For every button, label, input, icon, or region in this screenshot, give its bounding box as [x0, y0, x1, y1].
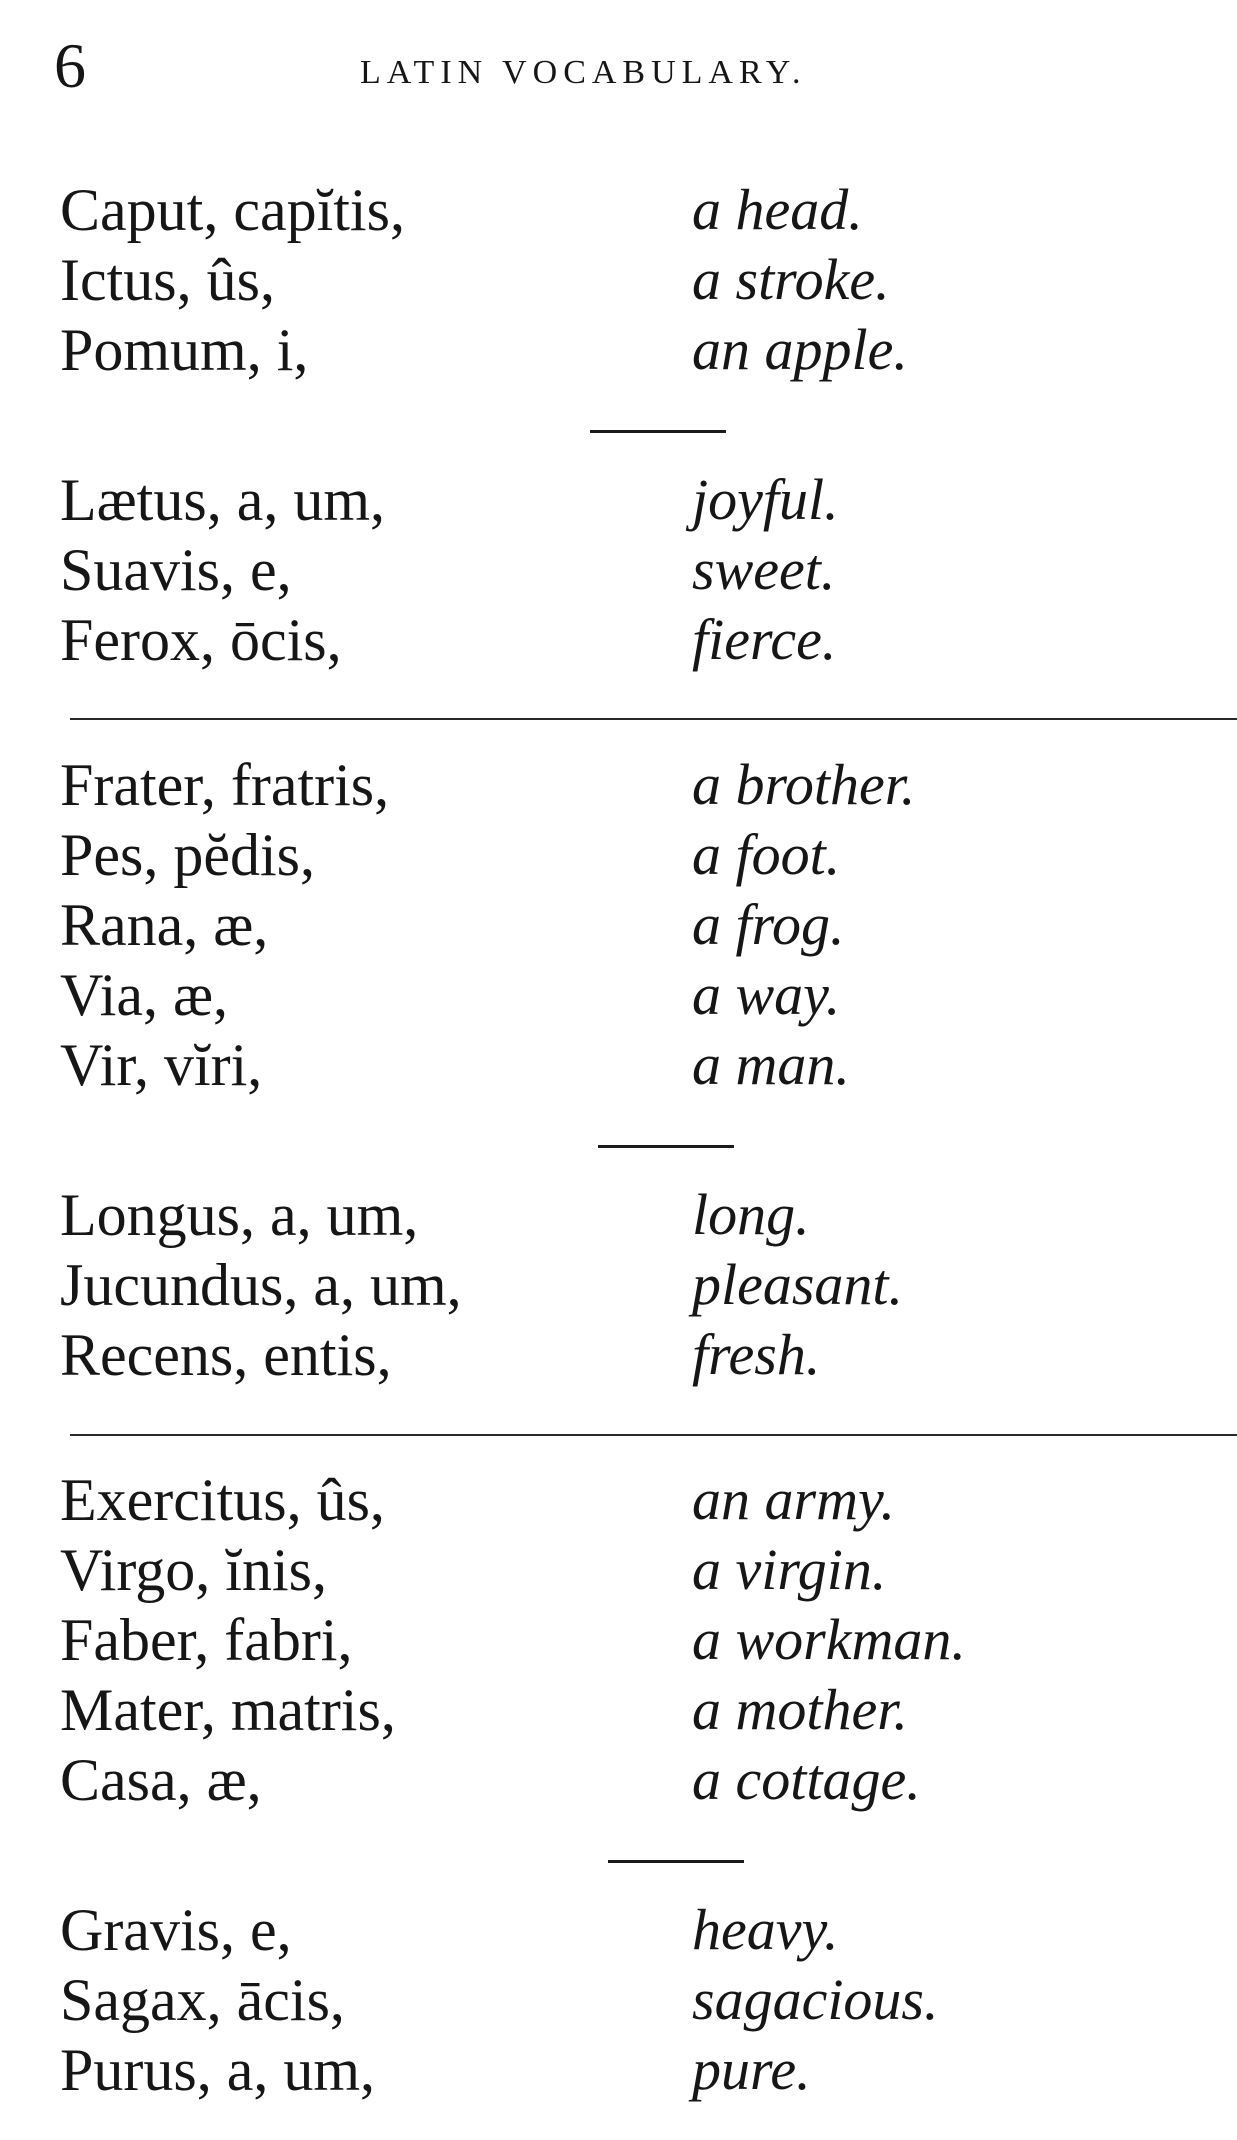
vocab-entry	[0, 960, 1237, 1030]
vocab-entry	[0, 1605, 1237, 1675]
vocab-entry	[0, 605, 1237, 675]
vocab-entry	[0, 1895, 1237, 1965]
latin-word: Purus, a, um,	[60, 2037, 375, 2103]
latin-word: Casa, æ,	[60, 1747, 262, 1813]
vocab-entry	[0, 315, 1237, 385]
latin-word: Jucundus, a, um,	[60, 1252, 462, 1318]
short-divider	[598, 1145, 734, 1148]
vocab-entry	[0, 1465, 1237, 1535]
latin-word: Recens, entis,	[60, 1322, 392, 1388]
vocab-entry	[0, 465, 1237, 535]
english-meaning: a head.	[692, 177, 863, 242]
vocab-entry	[0, 1250, 1237, 1320]
latin-word: Via, æ,	[60, 962, 229, 1028]
english-meaning: sagacious.	[692, 1967, 939, 2032]
short-divider	[608, 1860, 744, 1863]
vocab-entry	[0, 2035, 1237, 2105]
running-head: LATIN VOCABULARY.	[360, 54, 807, 91]
english-meaning: a stroke.	[692, 247, 890, 312]
english-meaning: sweet.	[692, 537, 836, 602]
latin-word: Gravis, e,	[60, 1897, 292, 1963]
latin-word: Caput, capĭtis,	[60, 177, 405, 243]
english-meaning: a way.	[692, 962, 841, 1027]
short-divider	[590, 430, 726, 433]
latin-word: Pes, pĕdis,	[60, 822, 315, 888]
vocab-entry	[0, 890, 1237, 960]
vocab-entry	[0, 535, 1237, 605]
vocab-entry	[0, 820, 1237, 890]
english-meaning: a frog.	[692, 892, 845, 957]
english-meaning: a mother.	[692, 1677, 908, 1742]
latin-word: Rana, æ,	[60, 892, 269, 958]
english-meaning: a cottage.	[692, 1747, 921, 1812]
english-meaning: fresh.	[692, 1322, 821, 1387]
english-meaning: a workman.	[692, 1607, 966, 1672]
latin-word: Frater, fratris,	[60, 752, 390, 818]
page-number: 6	[54, 30, 86, 101]
english-meaning: fierce.	[692, 607, 837, 672]
english-meaning: a virgin.	[692, 1537, 887, 1602]
vocab-entry	[0, 175, 1237, 245]
english-meaning: a brother.	[692, 752, 916, 817]
vocab-entry	[0, 750, 1237, 820]
latin-word: Virgo, ĭnis,	[60, 1537, 327, 1603]
english-meaning: pure.	[692, 2037, 811, 2102]
latin-word: Lætus, a, um,	[60, 467, 385, 533]
english-meaning: an army.	[692, 1467, 895, 1532]
vocab-entry	[0, 1675, 1237, 1745]
latin-word: Sagax, ācis,	[60, 1967, 345, 2033]
latin-word: Mater, matris,	[60, 1677, 396, 1743]
vocab-entry	[0, 1745, 1237, 1815]
vocab-entry	[0, 1030, 1237, 1100]
latin-word: Faber, fabri,	[60, 1607, 353, 1673]
latin-word: Pomum, i,	[60, 317, 309, 383]
english-meaning: a man.	[692, 1032, 850, 1097]
latin-word: Vir, vĭri,	[60, 1032, 263, 1098]
english-meaning: a foot.	[692, 822, 841, 887]
latin-word: Suavis, e,	[60, 537, 292, 603]
section-divider	[70, 1434, 1237, 1436]
latin-word: Ictus, ûs,	[60, 247, 275, 313]
vocab-entry	[0, 1320, 1237, 1390]
latin-word: Longus, a, um,	[60, 1182, 419, 1248]
vocab-entry	[0, 1180, 1237, 1250]
latin-word: Exercitus, ûs,	[60, 1467, 385, 1533]
vocab-entry	[0, 245, 1237, 315]
latin-word: Ferox, ōcis,	[60, 607, 342, 673]
vocab-entry	[0, 1965, 1237, 2035]
section-divider	[70, 718, 1237, 720]
english-meaning: joyful.	[692, 467, 839, 532]
english-meaning: an apple.	[692, 317, 908, 382]
english-meaning: long.	[692, 1182, 810, 1247]
english-meaning: heavy.	[692, 1897, 839, 1962]
vocab-entry	[0, 1535, 1237, 1605]
english-meaning: pleasant.	[692, 1252, 904, 1317]
